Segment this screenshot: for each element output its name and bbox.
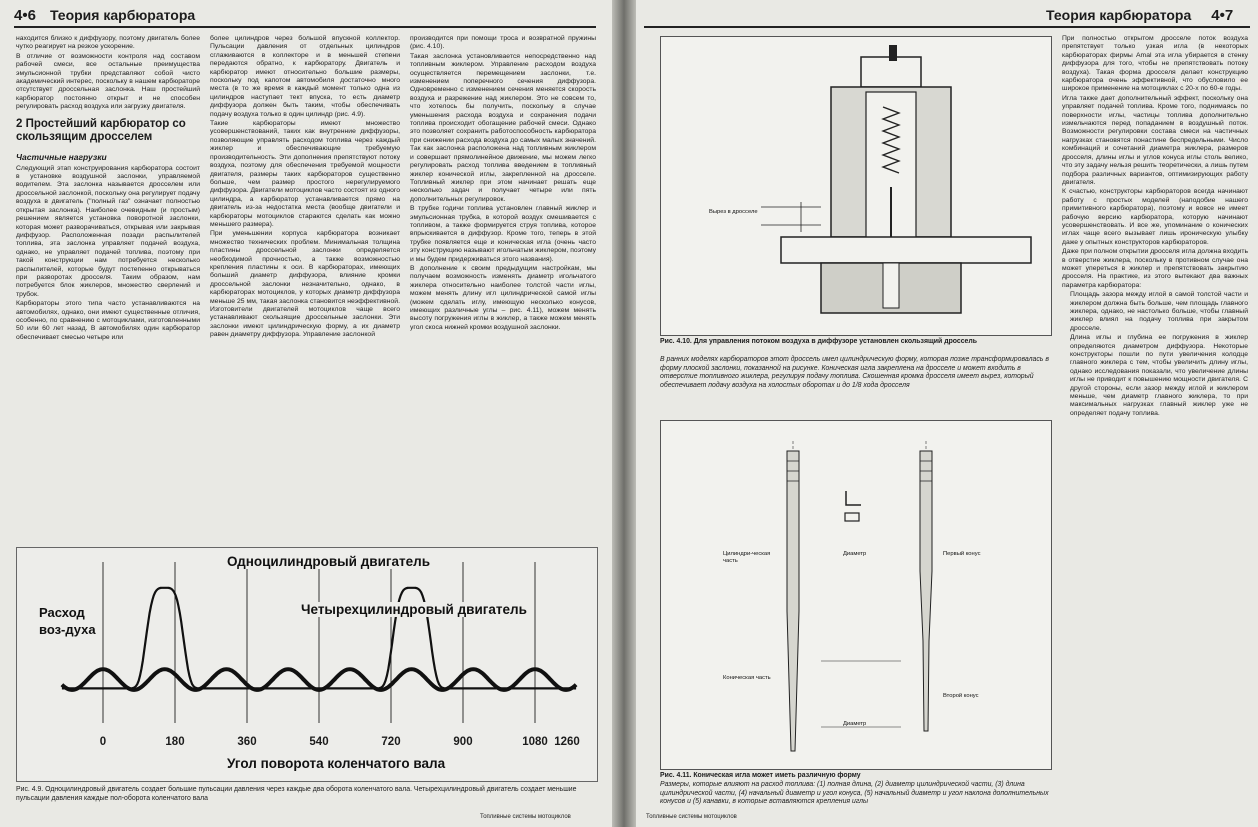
left-page bbox=[0, 0, 612, 827]
left-column-3 bbox=[410, 35, 596, 545]
paragraph: более цилиндров через большой впускной коллектор. Пульсации давления от отдельных цилиндров сглаживаются в коллекторе и в меньшей степени передаются обратно, к карбюратору. Двигатель и карбюратор имеют относительно большие размеры, поскольку под капотом автомобиля достаточно много места (в то же время в каждый момент только одна из цилиндров наступает тект впуска, то есть диаметр диффузора должен быть таким, чтобы обеспечивать подачу воздуха только в один цилиндр (рис. 4.9). bbox=[210, 35, 400, 118]
figure-4-9-caption: Рис. 4.9. Одноцилиндровый двигатель создает большие пульсации давления через каждые два оборота коленчатого вала. Четырехцилиндровый двигатель создает меньшие пульсации давления каждые пол-оборота коленчатого вала bbox=[16, 786, 577, 802]
paragraph: Следующий этап конструирования карбюратора состоит в установке воздушной заслонки, управляемой водителем. Эта заслонка называется дросселем или дроссельной заслонкой, поскольку она регулирует подачу воздуха в двигатель ("полный газ" означает полностью открытая заслонка). Наиболее очевидным (и простым) решением является установка поворотной заслонки, которая может разворачиваться, открывая или закрывая диффузор. Расположенная позади распылителей топлива, эта заслонка управляет подачей воздуха, однако, не управляет подачей топлива, поэтому при такой конструкции нам потребуется несколько распылителей, которые будут постепенно открываться при разворотах дросселя. Таким образом, нам потребуется блок жиклеров, множество сверлений и трубок. bbox=[16, 164, 200, 298]
venturi-bore bbox=[781, 237, 1031, 263]
section-heading: 2 Простейший карбюратор со скользящим дросселем bbox=[16, 117, 186, 143]
figure-4-10-caption-body: В ранних моделях карбюраторов этот дроссель имел цилиндрическую форму, которая позже трансформировалась в форму плоской заслонки, показанной на рисунке. Коническая игла закреплена на дросселе и может входить в отверстие топливного жиклера, регулируя подачу топлива. Скошенная кромка дросселя имеет вырез, который обеспечивает подачу воздуха на холостых оборотах и до 1/8 хода дросселя bbox=[660, 356, 1049, 389]
right-footer: Топливные системы мотоциклов bbox=[646, 814, 737, 820]
right-page-header bbox=[1046, 7, 1233, 24]
bullet-item: • Площадь зазора между иглой в самой толстой части и жиклером должна быть больше, чем площадь главного жиклера, однако, не настолько больше, чтобы главный жиклер влиял на подачу топлива при закрытом дросселе. bbox=[1070, 291, 1248, 333]
cutaway-label: Вырез в дросселе bbox=[709, 209, 758, 215]
x-tick-label: 0 bbox=[99, 736, 107, 748]
left-column-1 bbox=[16, 35, 200, 545]
paragraph: При уменьшении корпуса карбюратора возникает множество технических проблем. Минимальная толщина пластины дроссельной заслонки определяется необходимой прочностью, а также возможностью крепления пластины к оси. В карбюраторах, имеющих больший диаметр диффузора, влияние кромки дроссельной заслонки незначительно, однако, в карбюраторах мотоциклов, у которых диаметр диффузора меньше 25 мм, такая заслонка становится неэффективной. Изготовители двигателей мотоциклов чаще всего устанавливают скользящие дроссельные заслонки. Эти заслонки имеют цилиндрическую форму, а их диаметр равен диаметру диффузора. Управление заслонкой bbox=[210, 230, 400, 339]
needle-two bbox=[920, 451, 932, 731]
paragraph: В отличие от возможности контроля над составом рабочей смеси, все остальные преимущества эмульсионной трубки представляют собой чисто академический интерес, поскольку в нашем карбюраторе отсутствует дроссельная заслонка. Наш простейший карбюратор постоянно открыт и не способен регулировать расход воздуха или загрузку двигателя. bbox=[16, 52, 200, 111]
graph-x-label: Угол поворота коленчатого вала bbox=[227, 756, 446, 771]
left-header-rule bbox=[14, 26, 596, 28]
figure-4-10-carburettor bbox=[660, 36, 1052, 336]
single-cylinder-label: Одноцилиндровый двигатель bbox=[227, 554, 430, 569]
right-page-number: 4•7 bbox=[1211, 7, 1234, 24]
right-column bbox=[1062, 35, 1248, 735]
cap-outline bbox=[861, 57, 921, 87]
x-tick-label: 1080 bbox=[522, 736, 548, 748]
book-gutter bbox=[612, 0, 636, 827]
needle-drawing bbox=[661, 421, 1051, 769]
left-footer: Топливные системы мотоциклов bbox=[480, 814, 571, 820]
paragraph: При полностью открытом дросселе поток воздуха препятствует только узкая игла (в некоторых карбюраторах фирмы Amal эта игла убирается в стенку диффузора для того, чтобы не препятствовать потоку воздуха). Такая форма дросселя делает конструкцию карбюратора очень эффективной, что обусловило ее широкое применение на мотоциклах с 20-х по 60-е годы. bbox=[1062, 35, 1248, 93]
figure-4-11-caption-body: Размеры, которые влияют на расход топлива: (1) полная длина, (2) диаметр цилиндрической части, (3) длина цилиндрической части, (4) начальный диаметр и угол конуса, (5) начальный диаметр и угол наклона дополнительных конусов и (5) канавки, в которые вставляются крепления иглы bbox=[660, 781, 1049, 806]
x-tick-label: 1260 bbox=[554, 736, 580, 748]
x-tick-label: 900 bbox=[453, 736, 473, 748]
bullet-list bbox=[1062, 291, 1248, 418]
paragraph: В дополнение к своим предыдущим настройкам, мы получаем возможность изменять диаметр игольчатого жиклера относительно наиболее толстой части иглы, можем менять длину игл цилиндрической самой иглы (можем сделать иглу, имеющую несколько конусов, имеющих различные углы – рис. 4.11), можем менять высоту погружения иглы в жиклер, а также можем менять угол скоса нижней кромки воздушной заслонки. bbox=[410, 264, 596, 331]
paragraph: Даже при полном открытии дросселя игла должна входить в отверстие жиклера, поскольку в противном случае она может упереться в жиклер и препятствовать закрытию дросселя. На практике, из этого вытекают два важных параметра карбюратора: bbox=[1062, 248, 1248, 289]
subheading: Частичные нагрузки bbox=[16, 151, 107, 162]
paragraph: производится при помощи троса и возвратной пружины (рис. 4.10). bbox=[410, 35, 596, 51]
cylindrical-part-label: Цилиндри-ческая часть bbox=[723, 551, 771, 564]
cable-end bbox=[889, 45, 897, 61]
airflow-graph bbox=[16, 547, 598, 782]
clip-symbol bbox=[845, 513, 859, 521]
x-tick-label: 540 bbox=[309, 736, 329, 748]
paragraph: Такая заслонка установливается непосредственно над топливным жиклером. Управление расходом воздуха осуществляется перемещением заслонки, т.е. изменением поперечного сечения диффузора. Одновременно с изменением сечения меняется скорость воздуха и разрежение над жиклером. Это не совсем то, что хотелось бы получить, поскольку в случае уменьшения расхода воздуха и сохранения подачи топлива происходит обогащение рабочей смеси. Однако это позволяет сохранить работоспособность карбюратора при снижении расхода воздуха до самых малых значений. Так как заслонка расположена над топливным жиклером и совершает прямолинейное движение, мы можем легко регулировать расход топлива введением в топливный жиклер конической иглы, закрепленной на дросселе. Топливный жиклер при этом начинает решать еще несколько задач и получает четыре или пять дополнительных регулировок. bbox=[410, 52, 596, 203]
x-tick-label: 180 bbox=[165, 736, 185, 748]
x-tick-label: 720 bbox=[381, 736, 401, 748]
needle-one bbox=[787, 451, 799, 751]
graph-y-label: Расход воз-духа bbox=[39, 605, 96, 637]
left-running-title: Теория карбюратора bbox=[49, 7, 196, 23]
paragraph: Карбюраторы этого типа часто устанавливаются на автомобилях, однако, они имеют существенные отличия, особенно, по сравнению с мотоциклами, изготовленными 50 или 60 лет назад. В автомобилях один карбюратор обеспечивает смесью четыре или bbox=[16, 300, 200, 341]
figure-4-11-caption-title: Рис. 4.11. Коническая игла может иметь различную форму bbox=[660, 772, 861, 779]
diameter-label: Диаметр bbox=[843, 721, 867, 727]
x-tick-label: 360 bbox=[237, 736, 257, 748]
paragraph: В трубке годичи топлива установлен главный жиклер и эмульсионная трубка, в которой воздух смешивается с топливом, а также формируется струя топлива, которое впрыскивается в диффузор. Кроме того, теперь в этой трубке появляется еще и коническая игла (очень часто эту конструкцию называют игольчатым жиклером, поэтому и мы будем придерживаться этого названия). bbox=[410, 205, 596, 263]
left-page-header bbox=[14, 7, 195, 24]
left-page-number: 4•6 bbox=[14, 7, 36, 24]
diameter-label: Диаметр bbox=[843, 551, 867, 557]
right-page bbox=[636, 0, 1258, 827]
paragraph: Игла также дает дополнительный эффект, поскольку она управляет подачей топлива. Кроме того, поднимаясь по поверхности иглы, частицы топлива дополнительно измельчаются перед попаданием в воздушный поток. Возможности регулировки состава смеси на частичных нагрузках становятся понастине беспредельными. Число комбинаций и сочетаний диаметра жиклера, размеров дросселя, длины иглы и углов конуса иглы столь велико, что эту задачу нельзя решить теоретически, а лишь путем подбора различных вариантов, оптимизирующих работу двигателя. bbox=[1062, 94, 1248, 186]
conical-part-label: Коническая часть bbox=[723, 675, 771, 681]
second-cone-label: Второй конус bbox=[943, 693, 979, 699]
four-cylinder-label: Четырехцилиндровый двигатель bbox=[301, 602, 527, 617]
figure-4-10-caption-title: Рис. 4.10. Для управления потоком воздуха в диффузоре установлен скользящий дроссель bbox=[660, 338, 978, 345]
bullet-item: • Длина иглы и глубина ее погружения в жиклер определяются диаметром диффузора. Некоторые конструкторы пошли по пути увеличения колодце главного жиклера с тем, чтобы увеличить длину иглы, однако исследования показали, что увеличение длины иглы не приводит к повышению мощности двигателя. С другой стороны, если зазор между иглой и жиклером меньше, чем диаметр главного жиклера, то при максимальных нагрузках главный жиклер уже не определяет подачу топлива. bbox=[1070, 334, 1248, 418]
paragraph: К счастью, конструкторы карбюраторов всегда начинают работу с простых моделей (наподобие нашего примитивного карбюратора), поэтому и вовсе не имеет рабочую версию карбюратора, которую начинают усовершенствовать. И все же, упоминание о конических иглах чаще всего вызывает лишь ироническую улыбку даже у опытных конструкторов карбюраторов. bbox=[1062, 188, 1248, 246]
left-column-2 bbox=[210, 35, 400, 545]
paragraph: находится близко к диффузору, поэтому двигатель более чутко реагирует на резкое ускорение. bbox=[16, 35, 200, 51]
main-jet bbox=[883, 263, 899, 308]
right-header-rule bbox=[644, 26, 1250, 28]
first-cone-label: Первый конус bbox=[943, 551, 981, 557]
right-running-title: Теория карбюратора bbox=[1046, 7, 1192, 23]
carburettor-section-drawing bbox=[661, 37, 1051, 335]
clip-symbol bbox=[846, 491, 861, 505]
figure-4-11-needles bbox=[660, 420, 1052, 770]
paragraph: Такие карбюраторы имеют множество усовершенствований, таких как внутренние диффузоры, позволяющие управлять расходом топлива через каждый жиклер и обеспечивающие требуемую производительность. Эти дополнения препятствуют потоку воздуха, поэтому для обеспечения требуемой мощности двигателя, размеры таких карбюраторов существенно больше, чем размер простого нерегулируемого диффузора. Двигатели мотоциклов часто состоят из одного цилиндра, а карбюратор устанавливается прямо на двигатель из-за недостатка места (вообще двигатели и карбюраторы мотоциклов стараются сделать как можно меньшего размера). bbox=[210, 120, 400, 228]
